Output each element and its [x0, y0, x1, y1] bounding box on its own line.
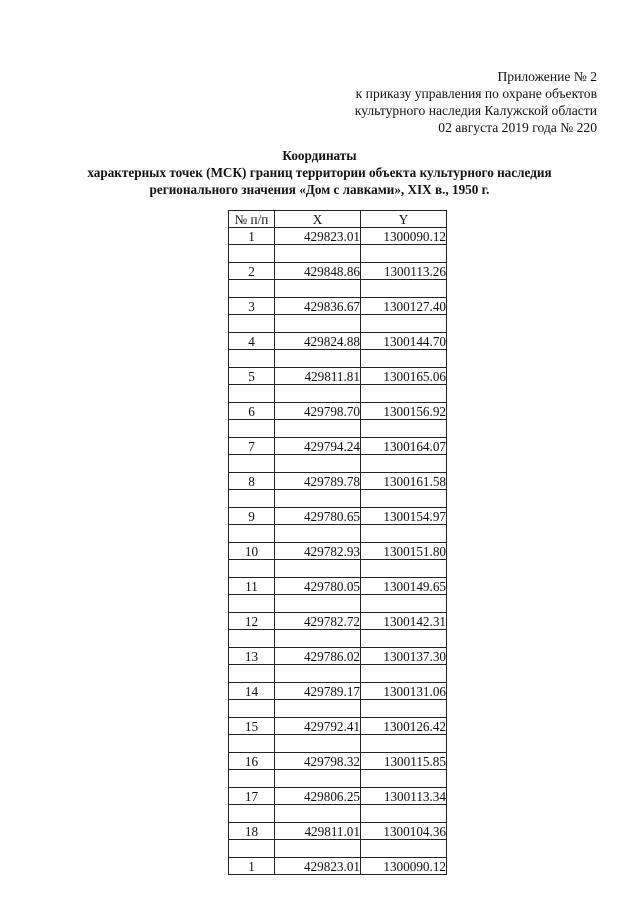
cell-x: 429848.86: [275, 263, 361, 280]
cell-y: 1300164.07: [361, 438, 447, 455]
table-row: [229, 368, 447, 385]
coordinates-table: [228, 210, 447, 875]
cell-num: 15: [229, 718, 275, 735]
cell-num: 2: [229, 263, 275, 280]
table-row: [229, 718, 447, 735]
cell-num: 1: [229, 228, 275, 245]
cell-x: 429789.17: [275, 683, 361, 700]
document-title: [0, 147, 639, 198]
empty-cell: [275, 735, 361, 753]
title-subheading: характерных точек (МСК) границ территории объекта культурного наследия: [87, 165, 552, 180]
appendix-authority: культурного наследия Калужской области: [354, 103, 597, 118]
empty-cell: [361, 420, 447, 438]
cell-y: 1300154.97: [361, 508, 447, 525]
empty-cell: [361, 630, 447, 648]
empty-cell: [361, 560, 447, 578]
empty-cell: [275, 595, 361, 613]
spacer-row: [229, 420, 447, 438]
cell-num: 13: [229, 648, 275, 665]
empty-cell: [229, 350, 275, 368]
appendix-title: Приложение № 2: [497, 69, 597, 84]
table-header-row: [229, 211, 447, 228]
appendix-date: 02 августа 2019 года № 220: [438, 120, 597, 135]
empty-cell: [229, 455, 275, 473]
cell-y: 1300165.06: [361, 368, 447, 385]
cell-y: 1300156.92: [361, 403, 447, 420]
cell-x: 429786.02: [275, 648, 361, 665]
title-object-name: регионального значения «Дом с лавками», XIX в., 1950 г.: [149, 182, 490, 197]
empty-cell: [229, 525, 275, 543]
empty-cell: [361, 455, 447, 473]
empty-cell: [229, 735, 275, 753]
table-row: [229, 298, 447, 315]
empty-cell: [275, 560, 361, 578]
empty-cell: [229, 805, 275, 823]
cell-x: 429823.01: [275, 858, 361, 875]
spacer-row: [229, 490, 447, 508]
spacer-row: [229, 350, 447, 368]
empty-cell: [229, 770, 275, 788]
cell-x: 429836.67: [275, 298, 361, 315]
cell-y: 1300090.12: [361, 858, 447, 875]
cell-x: 429782.72: [275, 613, 361, 630]
cell-num: 9: [229, 508, 275, 525]
header-x: X: [275, 211, 361, 228]
cell-x: 429811.01: [275, 823, 361, 840]
empty-cell: [229, 280, 275, 298]
empty-cell: [229, 595, 275, 613]
table-row: [229, 823, 447, 840]
empty-cell: [229, 560, 275, 578]
cell-y: 1300126.42: [361, 718, 447, 735]
empty-cell: [229, 420, 275, 438]
cell-num: 10: [229, 543, 275, 560]
empty-cell: [275, 630, 361, 648]
header-num: № п/п: [229, 211, 275, 228]
table-row: [229, 613, 447, 630]
empty-cell: [229, 630, 275, 648]
empty-cell: [361, 665, 447, 683]
cell-y: 1300131.06: [361, 683, 447, 700]
cell-x: 429780.65: [275, 508, 361, 525]
empty-cell: [361, 280, 447, 298]
empty-cell: [275, 280, 361, 298]
cell-x: 429798.32: [275, 753, 361, 770]
table-row: [229, 543, 447, 560]
empty-cell: [275, 525, 361, 543]
empty-cell: [361, 840, 447, 858]
cell-x: 429823.01: [275, 228, 361, 245]
spacer-row: [229, 280, 447, 298]
cell-x: 429806.25: [275, 788, 361, 805]
table-row: [229, 508, 447, 525]
cell-num: 7: [229, 438, 275, 455]
empty-cell: [361, 350, 447, 368]
empty-cell: [229, 700, 275, 718]
table-row: [229, 333, 447, 350]
cell-x: 429789.78: [275, 473, 361, 490]
spacer-row: [229, 245, 447, 263]
spacer-row: [229, 385, 447, 403]
empty-cell: [229, 385, 275, 403]
cell-y: 1300090.12: [361, 228, 447, 245]
cell-y: 1300137.30: [361, 648, 447, 665]
cell-x: 429782.93: [275, 543, 361, 560]
empty-cell: [275, 805, 361, 823]
cell-num: 3: [229, 298, 275, 315]
empty-cell: [275, 770, 361, 788]
empty-cell: [275, 245, 361, 263]
spacer-row: [229, 840, 447, 858]
cell-y: 1300151.80: [361, 543, 447, 560]
cell-y: 1300127.40: [361, 298, 447, 315]
empty-cell: [361, 595, 447, 613]
cell-y: 1300149.65: [361, 578, 447, 595]
appendix-order-ref: к приказу управления по охране объектов: [355, 86, 597, 101]
empty-cell: [229, 840, 275, 858]
cell-y: 1300113.26: [361, 263, 447, 280]
cell-x: 429798.70: [275, 403, 361, 420]
spacer-row: [229, 525, 447, 543]
cell-num: 1: [229, 858, 275, 875]
cell-num: 16: [229, 753, 275, 770]
cell-num: 14: [229, 683, 275, 700]
cell-x: 429780.05: [275, 578, 361, 595]
spacer-row: [229, 735, 447, 753]
cell-y: 1300144.70: [361, 333, 447, 350]
empty-cell: [361, 525, 447, 543]
empty-cell: [275, 315, 361, 333]
cell-num: 11: [229, 578, 275, 595]
empty-cell: [361, 385, 447, 403]
cell-num: 8: [229, 473, 275, 490]
table-row: [229, 473, 447, 490]
empty-cell: [275, 385, 361, 403]
cell-x: 429792.41: [275, 718, 361, 735]
empty-cell: [229, 665, 275, 683]
empty-cell: [275, 840, 361, 858]
cell-num: 12: [229, 613, 275, 630]
table-row: [229, 858, 447, 875]
cell-y: 1300113.34: [361, 788, 447, 805]
empty-cell: [229, 315, 275, 333]
appendix-block: [355, 68, 597, 136]
table-row: [229, 263, 447, 280]
empty-cell: [361, 245, 447, 263]
spacer-row: [229, 805, 447, 823]
spacer-row: [229, 560, 447, 578]
spacer-row: [229, 630, 447, 648]
empty-cell: [361, 700, 447, 718]
cell-x: 429794.24: [275, 438, 361, 455]
table-row: [229, 438, 447, 455]
table-row: [229, 403, 447, 420]
cell-x: 429824.88: [275, 333, 361, 350]
empty-cell: [275, 455, 361, 473]
cell-y: 1300104.36: [361, 823, 447, 840]
header-y: Y: [361, 211, 447, 228]
empty-cell: [229, 245, 275, 263]
empty-cell: [361, 770, 447, 788]
empty-cell: [361, 805, 447, 823]
cell-num: 18: [229, 823, 275, 840]
table-row: [229, 753, 447, 770]
empty-cell: [229, 490, 275, 508]
cell-num: 17: [229, 788, 275, 805]
spacer-row: [229, 455, 447, 473]
cell-x: 429811.81: [275, 368, 361, 385]
spacer-row: [229, 595, 447, 613]
table-row: [229, 788, 447, 805]
spacer-row: [229, 700, 447, 718]
empty-cell: [275, 350, 361, 368]
table-row: [229, 648, 447, 665]
empty-cell: [275, 665, 361, 683]
spacer-row: [229, 665, 447, 683]
spacer-row: [229, 315, 447, 333]
cell-num: 5: [229, 368, 275, 385]
table-row: [229, 578, 447, 595]
table-body: [229, 228, 447, 875]
cell-y: 1300161.58: [361, 473, 447, 490]
cell-num: 6: [229, 403, 275, 420]
empty-cell: [361, 490, 447, 508]
empty-cell: [361, 315, 447, 333]
table-row: [229, 683, 447, 700]
empty-cell: [275, 490, 361, 508]
empty-cell: [361, 735, 447, 753]
empty-cell: [275, 700, 361, 718]
title-heading: Координаты: [282, 148, 357, 163]
cell-y: 1300115.85: [361, 753, 447, 770]
empty-cell: [275, 420, 361, 438]
cell-num: 4: [229, 333, 275, 350]
spacer-row: [229, 770, 447, 788]
table-row: [229, 228, 447, 245]
cell-y: 1300142.31: [361, 613, 447, 630]
